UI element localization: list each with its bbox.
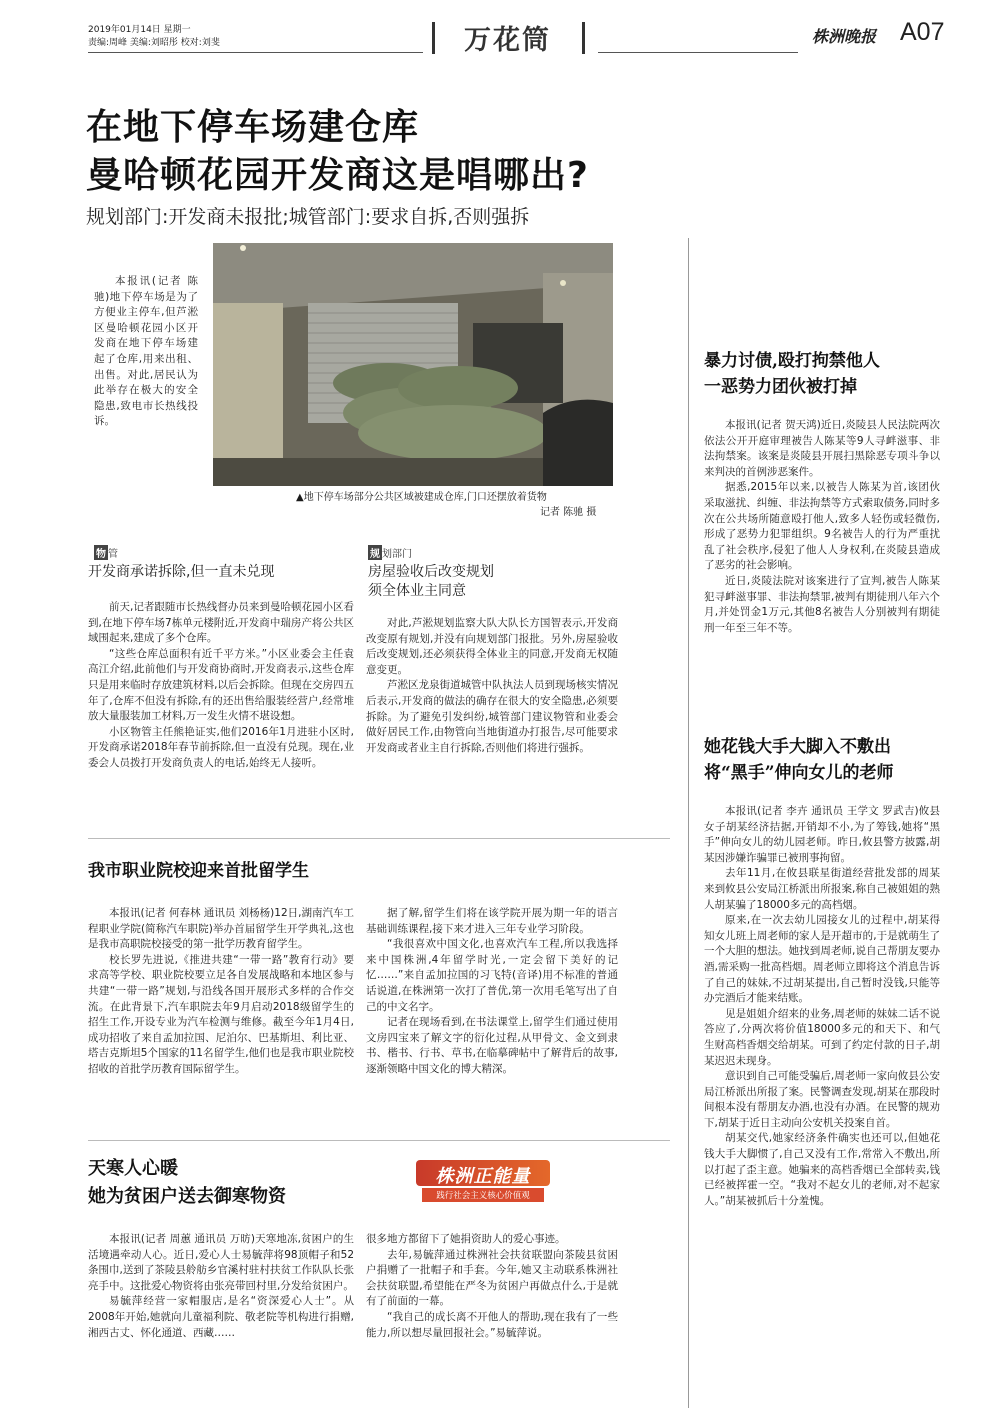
issue-date: 2019年01月14日 星期一 [88,25,191,35]
col1-tag: 物 管 [94,545,118,560]
col1-heading: 开发商承诺拆除,但一直未兑现 [88,564,275,580]
fraud-body: 本报讯(记者 李卉 通讯员 王学文 罗武吉)攸县女子胡某经济拮据,开销却不小,为了筹钱,她将“黑手”伸向女儿的幼儿园老师。昨日,攸县警方披露,胡某因涉嫌诈骗罪已被刑事拘留。 去年11月,在攸县联星街道经营批发部的周某来到攸县公安局江桥派出所报案,称自己被姐姐的熟人胡某骗了18000多元的高档烟。 原来,在一次去幼儿园接女儿的过程中,胡某得知女儿班上周老师的家人是开超市的,于是就萌生了一个大胆的想法。她找到周老师,说自己帮朋友要办酒,需采购一批高档烟。周老师立即将这个消息告诉了自己的妹妹,不过胡某提出,自己暂时没钱,只能等办完酒后才能来结账。 见是姐姐介绍来的业务,周老师的妹妹二话不说答应了,分两次将价值18000多元的和天下、和气生财高档香烟交给胡某。可到了约定付款的日子,胡某迟迟未现身。 意识到自己可能受骗后,周老师一家向攸县公安局江桥派出所报了案。民警调查发现,胡某在那段时间根本没有帮朋友办酒,也没有办酒。在民警的规劝下,胡某于近日主动向公安机关投案自首。 胡某交代,她家经济条件确实也还可以,但她花钱大手大脚惯了,自己又没有工作,常常入不敷出,所以打起了歪主意。她骗来的高档香烟已全部转卖,钱已经被挥霍一空。“我对不起女儿的老师,对不起家人。”胡某被抓后十分羞愧。 [704,805,940,1207]
main-subtitle: 规划部门:开发商未报批;城管部门:要求自拆,否则强拆 [86,206,530,228]
fraud-title-line2: 将“黑手”伸向女儿的老师 [704,763,894,783]
main-title-line2: 曼哈顿花园开发商这是唱哪出? [86,155,589,196]
col2-heading-line2: 须全体业主同意 [368,583,466,599]
editor-credits: 责编:周峰 美编:刘昭彤 校对:刘斐 [88,38,220,48]
badge-title: 株洲正能量 [435,1166,531,1187]
parking-photo [213,243,613,486]
col2-heading-line1: 房屋验收后改变规划 [368,564,494,580]
violence-body: 本报讯(记者 贺天鸿)近日,炎陵县人民法院两次依法公开开庭审理被告人陈某等9人寻衅滋事、非法拘禁案。该案是炎陵县开展扫黑除恶专项斗争以来判决的首例涉恶案件。 据悉,2015年以来,以被告人陈某为首,该团伙采取滋扰、纠缠、非法拘禁等方式索取债务,同时多次在公共场所随意殴打他人,致多人轻伤或轻微伤,形成了恶势力犯罪组织。9名被告人的行为严重扰乱了社会秩序,侵犯了他人人身权利,在炎陵县造成了恶劣的社会影响。 近日,炎陵法院对该案进行了宣判,被告人陈某犯寻衅滋事罪、非法拘禁罪,被判有期徒刑八年六个月,并处罚金1万元,其他8名被告人分别被判有期徒刑一年至三年不等。 [704,419,940,634]
positive-energy-badge [416,1160,550,1204]
main-title-line1: 在地下停车场建仓库 [86,107,420,148]
vocational-body-right: 据了解,留学生们将在该学院开展为期一年的语言基础训练课程,接下来才进入三年专业学习阶段。 “我很喜欢中国文化,也喜欢汽车工程,所以我选择来中国株洲,4年留学时光,一定会留下美好的记忆……”来自孟加拉国的习飞特(音译)用不标准的普通话说道,在株洲第一次打了普优,第一次用毛笔写出了自己的中文名字。 记者在现场看到,在书法课堂上,留学生们通过使用文房四宝来了解文字的衍化过程,从甲骨文、金文到隶书、楷书、行书、草书,在临摹碑帖中了解背后的故事,逐渐领略中国文化的博大精深。 [366,907,618,1075]
photo-credit: 记者 陈驰 摄 [540,507,597,518]
badge-subtitle: 践行社会主义核心价值观 [436,1191,530,1201]
winter-body-right: 很多地方都留下了她捐资助人的爱心事迹。 去年,易毓萍通过株洲社会扶贫联盟向茶陵县贫困户捐赠了一批帽子和手套。今年,她又主动联系株洲社会扶贫联盟,希望能在严冬为贫困户再做点什么,于是就有了前面的一幕。 “我自己的成长离不开他人的帮助,现在我有了一些能力,所以想尽量回报社会。”易毓萍说。 [366,1233,618,1339]
winter-title-line1: 天寒人心暖 [88,1158,178,1179]
fraud-title-line1: 她花钱大手大脚入不敷出 [704,737,891,757]
main-lead: 本报讯(记者 陈驰)地下停车场是为了方便业主停车,但芦淞区曼哈顿花园小区开发商在地下停车场建起了仓库,用来出租、出售。对此,居民认为此举存在极大的安全隐患,致电市长热线投诉。 [94,275,198,428]
section-title: 万花筒 [464,25,551,56]
col1-body: 前天,记者跟随市长热线督办员来到曼哈顿花园小区看到,在地下停车场7栋单元楼附近,开发商中瑞房产将公共区域围起来,建成了多个仓库。 “这些仓库总面积有近千平方米。”小区业委会主任袁高江介绍,此前他们与开发商协商时,开发商表示,这些仓库只是用来临时存放建筑材料,以后会拆除。但现在交房四五年了,仓库不但没有拆除,有的还出售给服装经营户,经常堆放大量服装加工材料,万一发生火情不堪设想。 小区物管主任熊艳证实,他们2016年1月进驻小区时,开发商承诺2018年春节前拆除,但一直没有兑现。现在,业委会人员拨打开发商负责人的电话,始终无人接听。 [88,601,354,769]
col2-body: 对此,芦淞规划监察大队大队长方国智表示,开发商改变原有规划,并没有向规划部门报批。另外,房屋验收后改变规划,还必须获得全体业主的同意,开发商无权随意变更。 芦淞区龙泉街道城管中队执法人员到现场核实情况后表示,开发商的做法的确存在很大的安全隐患,必须要拆除。为了避免引发纠纷,城管部门建议物管和业委会做好居民工作,由物管向当地街道办打报告,尽可能要求开发商或者业主自行拆除,否则他们将进行强拆。 [366,617,618,754]
vocational-title: 我市职业院校迎来首批留学生 [88,861,309,881]
page-number: A07 [900,18,945,46]
photo-caption: ▲地下停车场部分公共区域被建成仓库,门口还摆放着货物 [296,492,547,503]
parking-photo-illustration [213,243,613,486]
vocational-body-left: 本报讯(记者 何春林 通讯员 刘杨杨)12日,湖南汽车工程职业学院(简称汽车职院)举办首届留学生开学典礼,这也是我市高职院校接受的第一批学历教育留学生。 校长罗先进说,《推进共建“一带一路”教育行动》要求高等学校、职业院校要立足各自发展战略和本地区参与共建“一带一路”规划,与沿线各国开展形式多样的合作交流。在此背景下,汽车职院去年9月启动2018级留学生的招生工作,开设专业为汽车检测与维修。截至今年1月4日,成功招收了来自孟加拉国、尼泊尔、巴基斯坦、利比亚、塔吉克斯坦5个国家的11名留学生,他们也是我市职业院校招收的首批学历教育国际留学生。 [88,907,354,1075]
violence-title-line2: 一恶势力团伙被打掉 [704,377,857,397]
brand-logo: 株洲晚报 [812,27,877,46]
winter-body-left: 本报讯(记者 周蕙 通讯员 万昉)天寒地冻,贫困户的生活境遇牵动人心。近日,爱心人士易毓萍将98顶帽子和52条围巾,送到了茶陵县舲舫乡官溪村驻村扶贫工作队队长张亮手中。这批爱心物资将由张亮带回村里,分发给贫困户。 易毓萍经营一家帽服店,是名“资深爱心人士”。从2008年开始,她就向儿童福利院、敬老院等机构进行捐赠,湘西古丈、怀化通道、西藏…… [88,1233,354,1339]
violence-title-line1: 暴力讨债,殴打拘禁他人 [704,351,880,371]
col2-tag: 规 划部门 [368,545,412,560]
winter-title-line2: 她为贫困户送去御寒物资 [88,1186,286,1207]
